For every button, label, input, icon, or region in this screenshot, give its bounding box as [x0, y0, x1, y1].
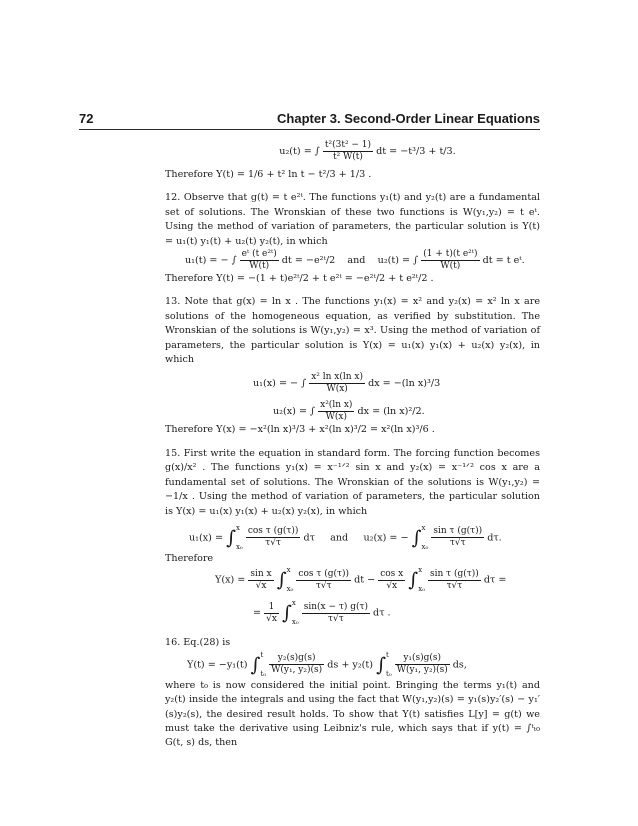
therefore-line-11: Therefore Y(t) = 1/6 + t² ln t − t²/3 + 1/3 . [165, 169, 372, 180]
therefore-label: Therefore [165, 552, 214, 564]
equation-12 [165, 249, 540, 272]
equation-16 [165, 651, 540, 679]
fraction: $\frac{\text{(1 + t)(t e²ᵗ)}}{W(t)}$ [423, 249, 478, 272]
problem-13-text: 13. Note that g(x) = ln x . The functions y₁(x) = x² and y₂(x) = x² ln x are solutions of the homogeneous equation, as verified by substitution. The Wronskian of the solutions is W(y₁,y₂) = x³. Using the method of variation of parameters, the particular solution is Y(x) = u₁(x) y₁(x) + u₂(x) y₂(x), in which [165, 296, 540, 366]
equation-13-u2 [165, 400, 540, 423]
fraction: $\frac{\text{cos τ (g(τ))}}{\tau√\tau}$ [298, 568, 349, 591]
therefore-line-12: Therefore Y(t) = −(1 + t)e²ᵗ/2 + t e²ᵗ = −e²ᵗ/2 + t e²ᵗ/2 . [165, 273, 434, 285]
fraction: $\frac{\text{eᵗ (t e²ᵗ)}}{W(t)}$ [241, 249, 277, 272]
eq-lhs: u₁(t) = − ∫ [185, 255, 237, 267]
problem-12-text: 12. Observe that g(t) = t e²ᵗ. The functions y₁(t) and y₂(t) are a fundamental set of solutions. The Wronskian of these two functions is W(y₁,y₂) = t eᵗ. Using the method of variation of parameters, the particular solution is Y(t) = u₁(t) y₁(t) + u₂(t) y₂(t), in which [165, 192, 540, 247]
fraction: $\frac{\text{x² ln x(ln x)}}{W(x)}$ [311, 372, 364, 395]
fraction: $\frac{\text{x²(ln x)}}{W(x)}$ [320, 400, 353, 423]
integral-limits: t t₀ [260, 650, 267, 678]
eq-rhs: dt = t eᵗ. [482, 255, 525, 267]
equation-15-Y-simplified [165, 599, 540, 627]
eq-mid: ds + y₂(t) [327, 659, 374, 671]
eq-lhs: u₂(x) = − [363, 532, 409, 544]
eq-and: and [347, 255, 366, 267]
eq-and: and [330, 532, 349, 544]
therefore-line-13: Therefore Y(x) = −x²(ln x)³/3 + x²(ln x)³/2 = x²(ln x)³/6 . [165, 424, 435, 436]
equation-15-Y [165, 566, 540, 594]
eq-lhs: u₂(t) = ∫ [279, 146, 320, 157]
integral-sign: ∫ [250, 653, 261, 676]
chapter-title: Chapter 3. Second-Order Linear Equations [277, 111, 540, 126]
problem-16-intro: 16. Eq.(28) is [165, 637, 231, 649]
integral-limits: x x₀ [286, 566, 294, 594]
integral-limits: x x₀ [418, 566, 425, 594]
integral-sign: ∫ [276, 569, 287, 592]
fraction: $\frac{\text{sin x}}{√x}$ [250, 568, 272, 591]
eq-rhs: dτ [303, 532, 315, 544]
integral-limits: x x₀ [235, 523, 243, 551]
eq-lhs: Y(x) = [215, 574, 246, 586]
page-body [165, 140, 540, 751]
integral-sign: ∫ [226, 526, 236, 549]
fraction: $\frac{\text{cos x}}{√x}$ [380, 568, 404, 591]
eq-lhs: u₂(x) = ∫ [273, 406, 316, 418]
integral-sign: ∫ [411, 526, 422, 549]
eq-rhs: dx = −(ln x)³/3 [368, 378, 441, 390]
integral-sign: ∫ [408, 569, 419, 592]
fraction: $\frac{\text{y₂(s)g(s)}}{\text{W(y₁, y₂)(s)}}$ [271, 653, 323, 676]
problem-15-text: 15. First write the equation in standard form. The forcing function becomes g(x)/x² . The functions y₁(x) = x⁻¹ᐟ² sin x and y₂(x) = x⁻¹ᐟ² cos x are a fundamental set of solutions. The Wronskian of the solutions is W(y₁,y₂) = −1/x . Using the method of variation of parameters, the particular solution is Y(x) = u₁(x) y₁(x) + u₂(x) y₂(x), in which [165, 447, 540, 517]
page-header [79, 111, 540, 131]
integral-sign: ∫ [281, 602, 292, 625]
eq-lhs: u₁(x) = − ∫ [253, 378, 307, 390]
fraction: $\frac{\sin(x - \tau) g(\tau)}{\tau√\tau}$ [303, 601, 368, 624]
eq-lhs: Y(t) = −y₁(t) [187, 659, 248, 671]
fraction: $\frac{\text{t²(3t² − 1)}}{\text{t² W(t)}}$ [324, 140, 372, 162]
equation-13-u1 [165, 372, 540, 395]
page-number: 72 [79, 111, 94, 126]
equation-15-u [165, 524, 540, 552]
eq-lhs: = [253, 607, 262, 619]
eq-lhs: u₂(t) = ∫ [377, 255, 419, 267]
eq-rhs: dt = −e²ᵗ/2 [281, 255, 336, 267]
integral-limits: x x₀ [421, 523, 429, 551]
header-rule [79, 129, 540, 130]
eq-rhs: dt = −t³/3 + t/3. [376, 146, 456, 157]
equation-u2-t [165, 140, 540, 163]
eq-rhs: dτ. [487, 532, 502, 544]
integral-limits: x x₀ [291, 599, 299, 627]
eq-rhs: dx = (ln x)²/2. [357, 406, 425, 418]
problem-16-text: where t₀ is now considered the initial point. Bringing the terms y₁(t) and y₂(t) inside the integrals and using the fact that W(y₁,y₂)(s) = y₁(s)y₂′(s) − y₁′(s)y₂(s), the desired result holds. To show that Y(t) satisfies L[y] = g(t) we must take the derivative using Leibniz's rule, which says that if y(t) = ∫ᵗₜ₀ G(t, s) ds, then [165, 679, 540, 749]
fraction: $\frac{\text{sin τ (g(τ))}}{\tau√\tau}$ [430, 568, 479, 591]
integral-limits: t t₀ [386, 650, 392, 678]
fraction: $\frac{\text{sin τ (g(τ))}}{\tau√\tau}$ [433, 526, 483, 549]
eq-end: ds, [452, 659, 467, 671]
eq-mid: dt − [354, 574, 376, 586]
fraction: $\frac{\text{cos τ (g(τ))}}{\tau√\tau}$ [247, 526, 299, 549]
fraction: $\frac{1}{√x}$ [266, 601, 277, 624]
eq-end: dτ . [373, 607, 391, 619]
integral-sign: ∫ [376, 653, 386, 676]
eq-lhs: u₁(x) = [189, 532, 224, 544]
fraction: $\frac{\text{y₁(s)g(s)}}{\text{W(y₁, y₂)(s)}}$ [396, 653, 448, 676]
eq-end: dτ = [483, 574, 507, 586]
